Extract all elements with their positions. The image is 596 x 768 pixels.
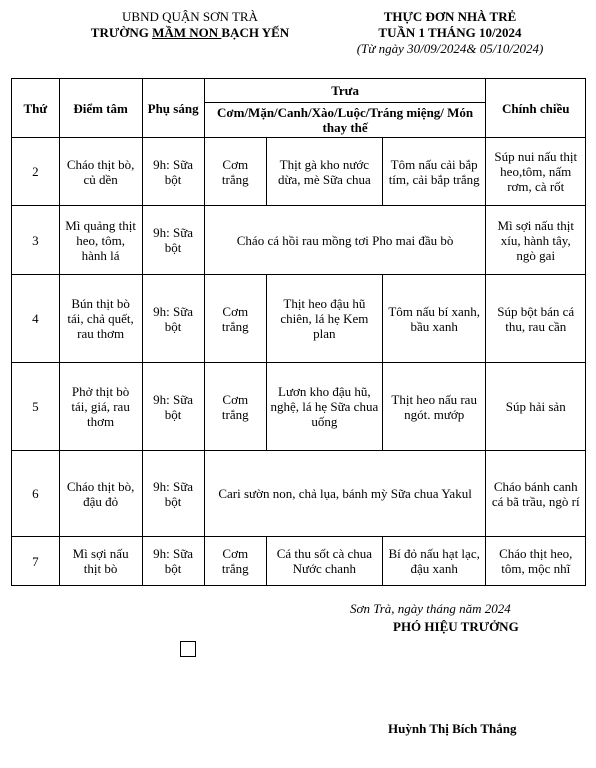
table-row xyxy=(12,451,586,537)
table-row xyxy=(12,363,586,451)
district-name: UBND QUẬN SƠN TRÀ xyxy=(122,9,258,24)
lunch-merged-cell: Cari sườn non, chả lụa, bánh mỳ Sữa chua Yakul xyxy=(204,451,486,537)
snack-cell: 9h: Sữa bột xyxy=(142,537,204,586)
breakfast-cell: Cháo thịt bò, củ dền xyxy=(59,138,142,206)
signer-position: PHÓ HIỆU TRƯỞNG xyxy=(393,619,519,634)
main-dish-cell: Thịt gà kho nước dừa, mè Sữa chua xyxy=(266,138,382,206)
day-cell: 6 xyxy=(12,451,60,537)
menu-title-block xyxy=(330,9,570,57)
checkbox[interactable] xyxy=(180,641,196,657)
lunch-merged-cell: Cháo cá hồi rau mồng tơi Pho mai đầu bò xyxy=(204,206,486,275)
afternoon-cell: Cháo bánh canh cá bã trầu, ngò rí xyxy=(486,451,586,537)
place-date: Sơn Trà, ngày tháng năm 2024 xyxy=(350,601,511,616)
rice-cell: Cơm trắng xyxy=(204,275,266,363)
breakfast-cell: Mì sợi nấu thịt bò xyxy=(59,537,142,586)
header-afternoon: Chính chiều xyxy=(486,79,586,138)
day-cell: 4 xyxy=(12,275,60,363)
menu-week: TUẦN 1 THÁNG 10/2024 xyxy=(378,25,522,40)
header-lunch-subtitle: Cơm/Mặn/Canh/Xào/Luộc/Tráng miệng/ Món thay thế xyxy=(204,103,486,138)
header-day: Thứ xyxy=(12,79,60,138)
main-dish-cell: Lươn kho đậu hũ, nghệ, lá hẹ Sữa chua uống xyxy=(266,363,382,451)
menu-title: THỰC ĐƠN NHÀ TRẺ xyxy=(383,9,517,24)
day-cell: 7 xyxy=(12,537,60,586)
rice-cell: Cơm trắng xyxy=(204,537,266,586)
table-row xyxy=(12,537,586,586)
afternoon-cell: Mì sợi nấu thịt xíu, hành tây, ngò gai xyxy=(486,206,586,275)
menu-table xyxy=(11,78,586,586)
day-cell: 5 xyxy=(12,363,60,451)
breakfast-cell: Cháo thịt bò, đậu đỏ xyxy=(59,451,142,537)
soup-cell: Thịt heo nấu rau ngót. mướp xyxy=(382,363,486,451)
snack-cell: 9h: Sữa bột xyxy=(142,138,204,206)
menu-date-range: (Từ ngày 30/09/2024& 05/10/2024) xyxy=(356,41,544,56)
breakfast-cell: Bún thịt bò tái, chả quết, rau thơm xyxy=(59,275,142,363)
snack-cell: 9h: Sữa bột xyxy=(142,206,204,275)
table-row xyxy=(12,138,586,206)
rice-cell: Cơm trắng xyxy=(204,363,266,451)
soup-cell: Tôm nấu cải bắp tím, cải bắp trắng xyxy=(382,138,486,206)
main-dish-cell: Cá thu sốt cà chua Nước chanh xyxy=(266,537,382,586)
school-header xyxy=(60,9,320,41)
table-row xyxy=(12,206,586,275)
day-cell: 2 xyxy=(12,138,60,206)
afternoon-cell: Súp bột bán cá thu, rau cần xyxy=(486,275,586,363)
breakfast-cell: Mì quảng thịt heo, tôm, hành lá xyxy=(59,206,142,275)
snack-cell: 9h: Sữa bột xyxy=(142,275,204,363)
afternoon-cell: Cháo thịt heo, tôm, mộc nhĩ xyxy=(486,537,586,586)
main-dish-cell: Thịt heo đậu hũ chiên, lá hẹ Kem plan xyxy=(266,275,382,363)
day-cell: 3 xyxy=(12,206,60,275)
afternoon-cell: Súp hải sản xyxy=(486,363,586,451)
snack-cell: 9h: Sữa bột xyxy=(142,363,204,451)
soup-cell: Bí đỏ nấu hạt lạc, đậu xanh xyxy=(382,537,486,586)
snack-cell: 9h: Sữa bột xyxy=(142,451,204,537)
rice-cell: Cơm trắng xyxy=(204,138,266,206)
signer-name: Huỳnh Thị Bích Thắng xyxy=(388,721,517,736)
soup-cell: Tôm nấu bí xanh, bầu xanh xyxy=(382,275,486,363)
breakfast-cell: Phở thịt bò tái, giá, rau thơm xyxy=(59,363,142,451)
header-breakfast: Điểm tâm xyxy=(59,79,142,138)
header-morning-snack: Phụ sáng xyxy=(142,79,204,138)
table-row xyxy=(12,275,586,363)
header-lunch: Trưa xyxy=(204,79,486,103)
afternoon-cell: Súp nui nấu thịt heo,tôm, nấm rơm, cà rốt xyxy=(486,138,586,206)
school-name: TRƯỜNG MẦM NON BẠCH YẾN xyxy=(90,25,290,40)
header-row xyxy=(12,79,586,103)
